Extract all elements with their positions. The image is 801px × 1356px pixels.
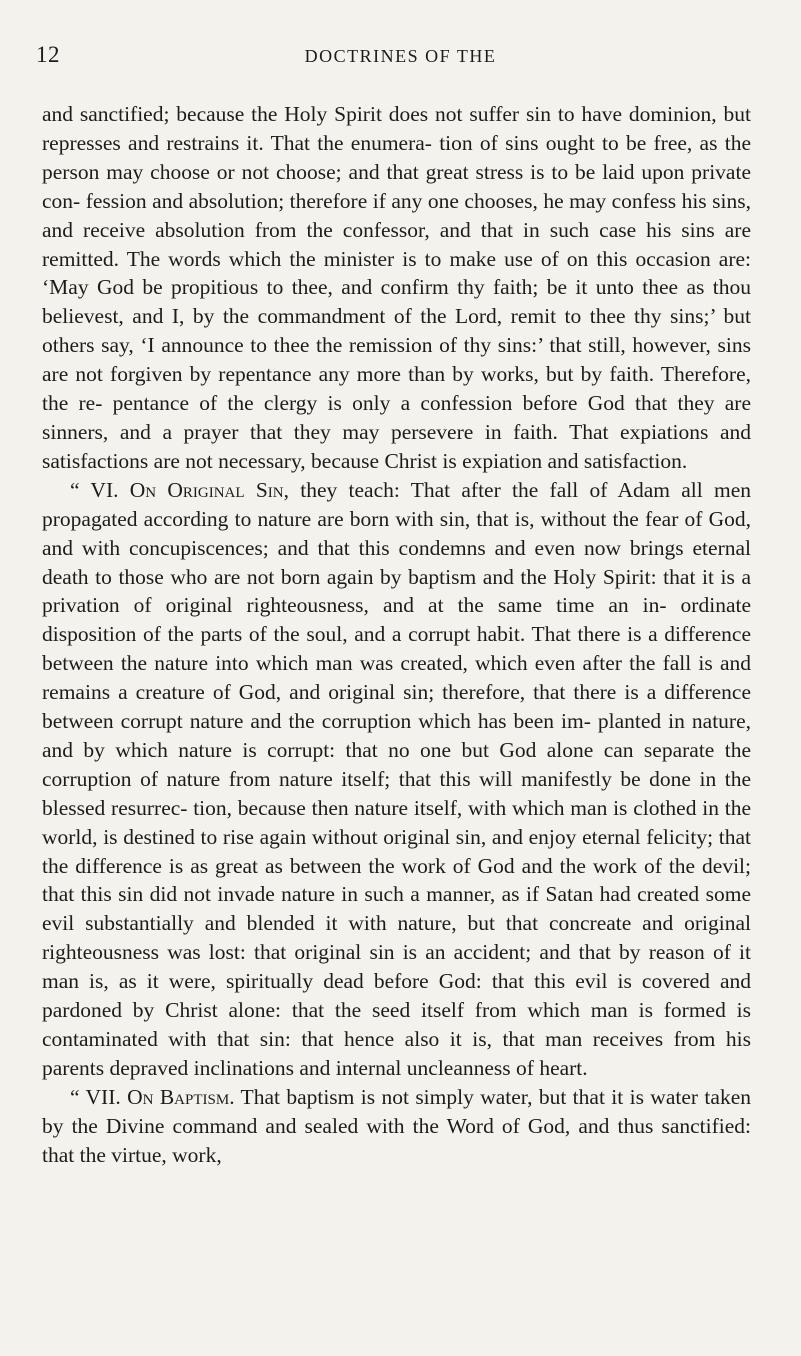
body-text xyxy=(42,100,751,1170)
running-head: DOCTRINES OF THE xyxy=(304,46,497,66)
paragraph-original-sin xyxy=(42,476,751,1083)
paragraph-baptism xyxy=(42,1083,751,1170)
article-heading: On Original Sin, xyxy=(129,477,289,502)
article-text: they teach: That after the fall of Adam all men propagated according to nature are born with sin, that is, without the fear of God, and with concupiscences; and that this condemns and even now brings eternal death to those who are not born again by baptism and the Holy Spirit: that it is a privation of original righteousness, and at the same time an in- ordinate disposition of the parts of the soul, and a corrupt habit. That there is a difference between the nature into which man was created, which even after the fall is and remains a creature of God, and original sin; therefore, that there is a difference between corrupt nature and the corruption which has been im- planted in nature, and by which nature is corrupt: that no one but God alone can separate the corruption of nature from nature itself; that this will manifestly be done in the blessed resurrec- tion, because then nature itself, with which man is clothed in the world, is destined to rise again without original sin, and enjoy eternal felicity; that the difference is as great as between the work of God and the work of the devil; that this sin did not invade nature in such a manner, as if Satan had created some evil substantially and blended it with nature, but that concreate and original righteousness was lost: that original sin is an accident; and that by reason of it man is, as it were, spiritually dead before God: that this evil is covered and pardoned by Christ alone: that the seed itself from which man is formed is contaminated with that sin: that hence also it is, that man receives from his parents depraved inclinations and internal uncleanness of heart. xyxy=(42,477,752,1080)
page-header xyxy=(36,42,765,82)
article-number: “ VII. xyxy=(70,1084,128,1109)
article-heading: On Baptism. xyxy=(127,1084,235,1109)
article-text: That baptism is not simply water, but that it is water taken by the Divine command and sealed with the Word of God, and thus sanctified: that the virtue, work, xyxy=(42,1084,751,1167)
article-number: “ VI. xyxy=(70,477,130,502)
paragraph-confession: and sanctified; because the Holy Spirit does not suffer sin to have dominion, but represses and restrains it. That the enumera- tion of sins ought to be free, as the person may choose or not choose; and that great stress is to be laid upon private con- fession and absolution; therefore if any one chooses, he may confess his sins, and receive absolution from the confessor, and that in such case his sins are remitted. The words which the minister is to make use of on this occasion are: ‘May God be propitious to thee, and confirm thy faith; be it unto thee as thou believest, and I, by the commandment of the Lord, remit to thee thy sins;’ but others say, ‘I announce to thee the remission of thy sins:’ that still, however, sins are not forgiven by repentance any more than by works, but by faith. Therefore, the re- pentance of the clergy is only a confession before God that they are sinners, and a prayer that they may persevere in faith. That expiations and satisfactions are not necessary, because Christ is expiation and satisfaction. xyxy=(42,102,751,473)
page-number: 12 xyxy=(36,42,60,67)
